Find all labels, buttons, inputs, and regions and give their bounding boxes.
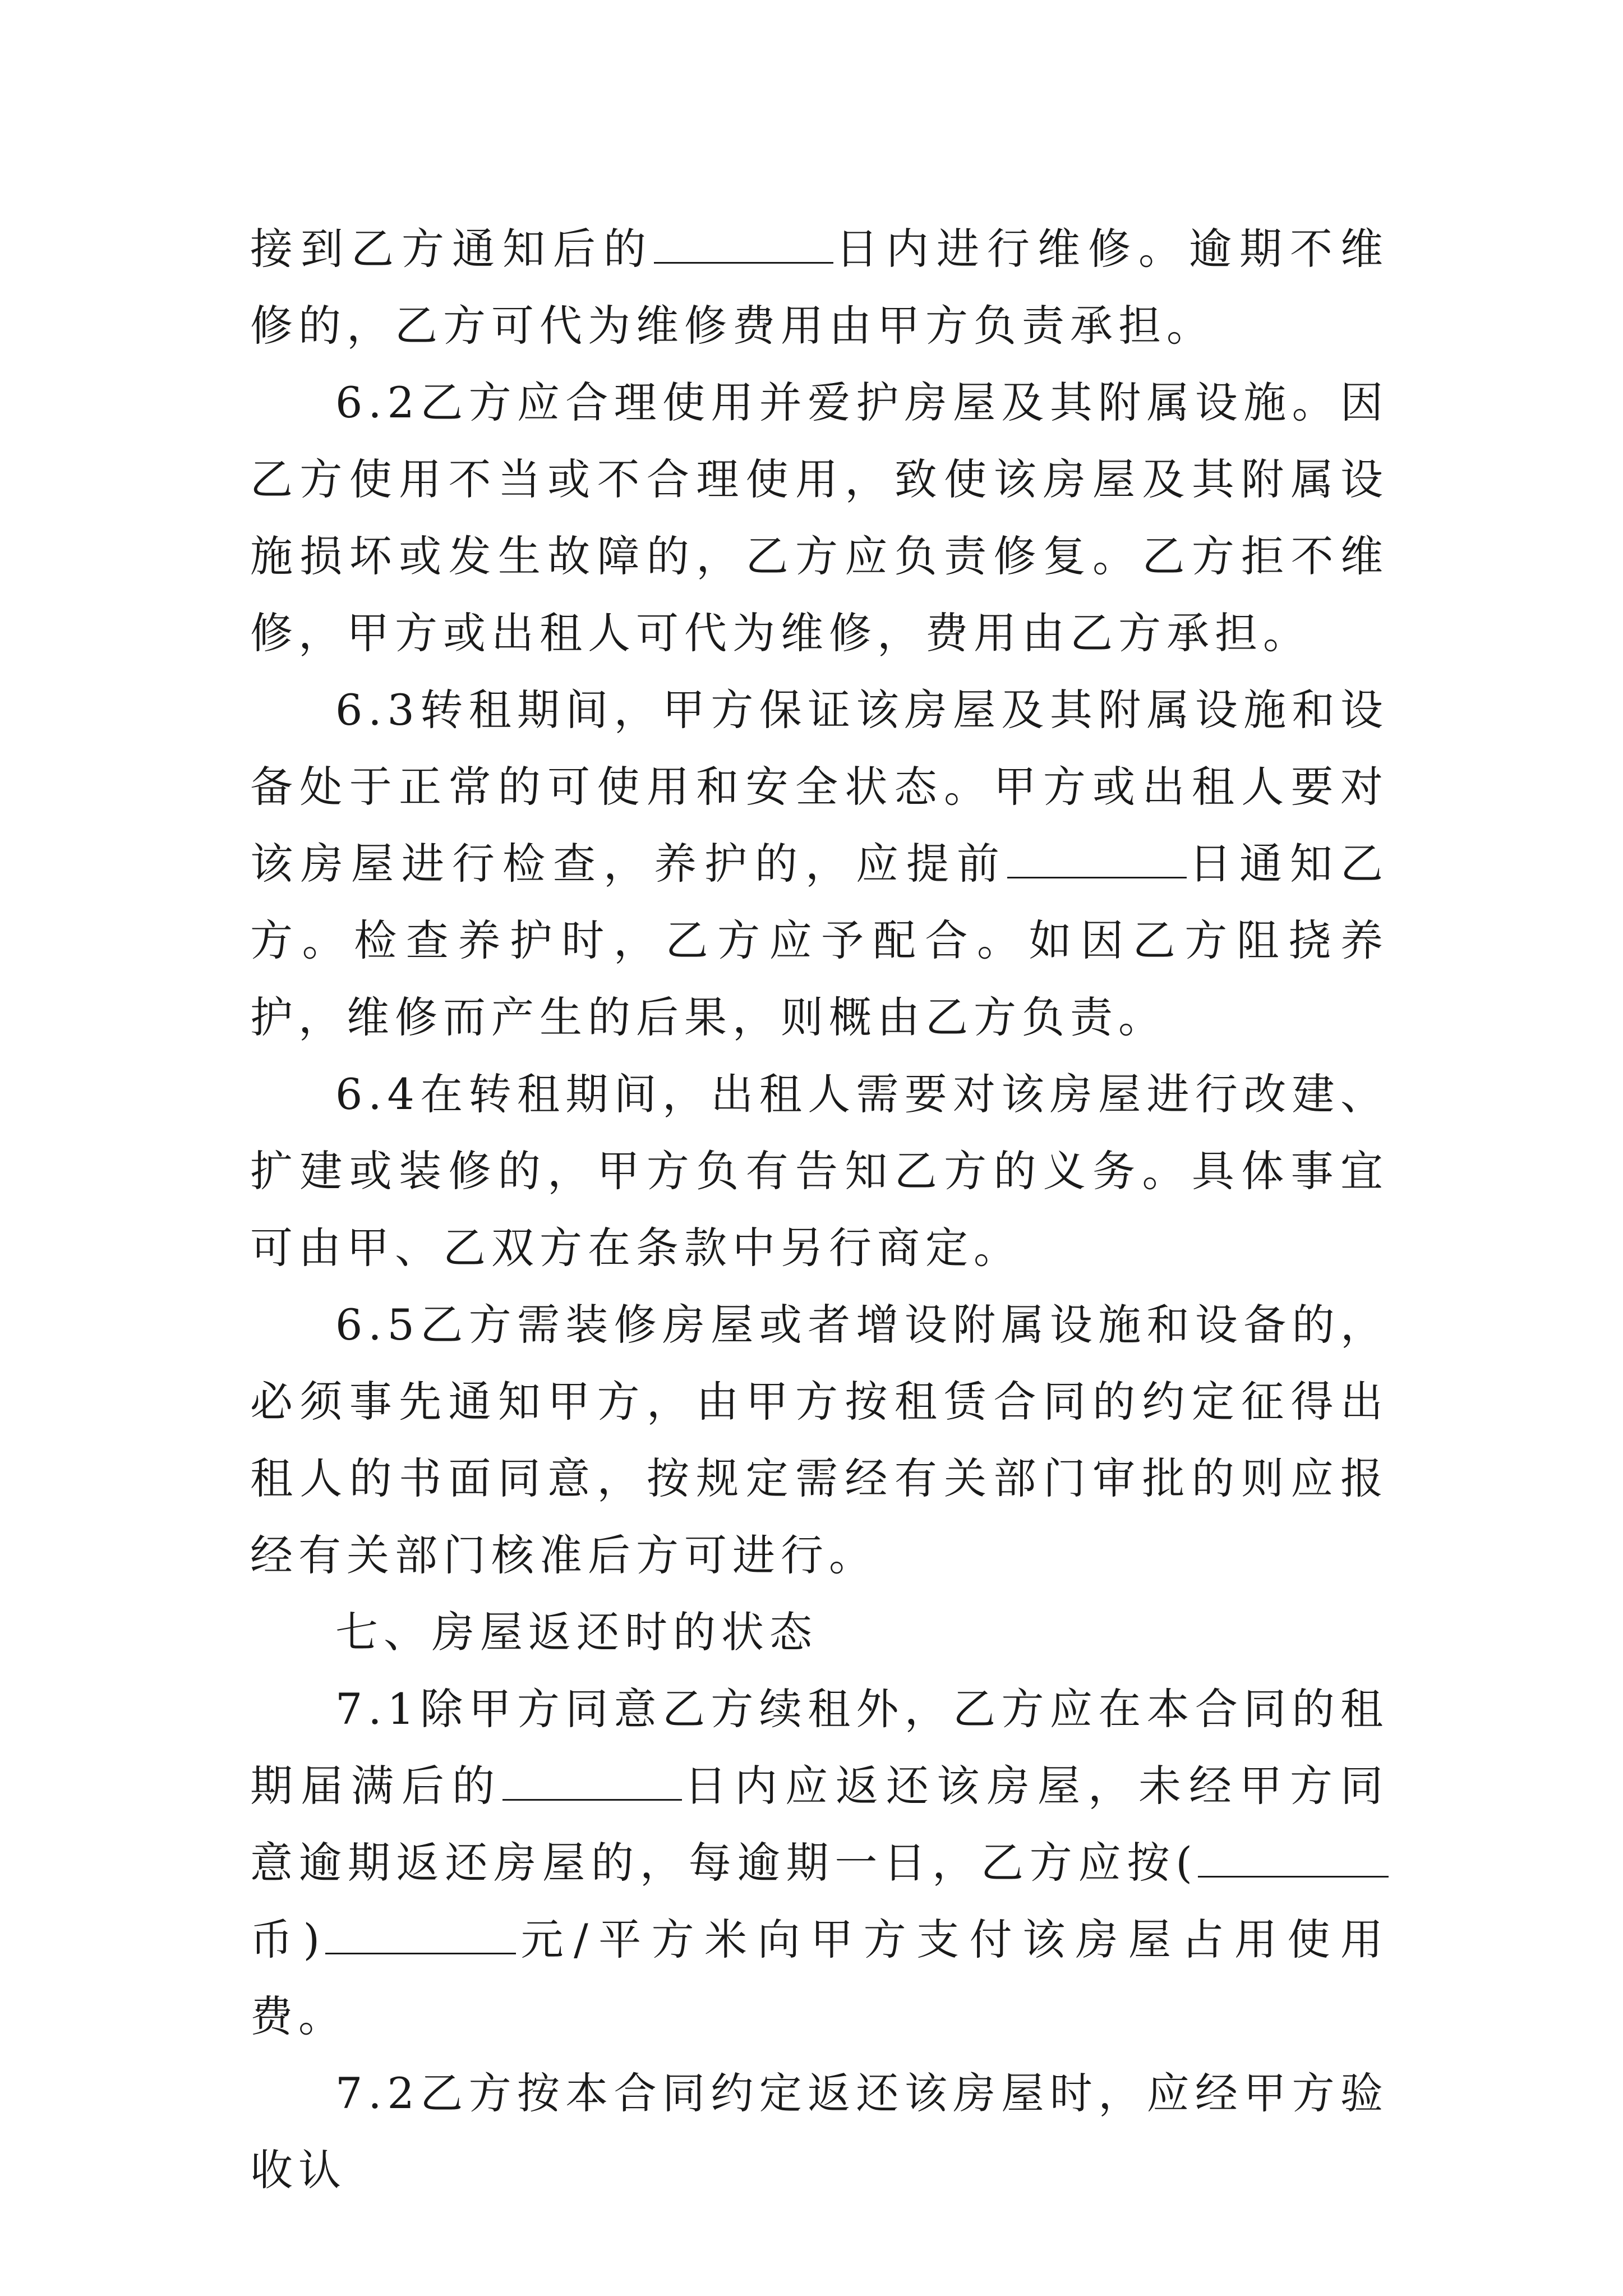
paragraph-6-3 bbox=[250, 671, 1389, 1056]
paragraph-7-1 bbox=[250, 1671, 1389, 2055]
fill-in-blank-amount[interactable] bbox=[325, 1919, 516, 1954]
text-segment: 日通知乙方。检查养护时，乙方应予配合。如因乙方阻挠养护，维修而产生的后果，则概由乙方负责。 bbox=[250, 839, 1389, 1042]
section-heading-7: 七、房屋返还时的状态 bbox=[335, 1607, 818, 1657]
fill-in-blank-currency[interactable] bbox=[1198, 1842, 1389, 1878]
fill-in-blank-notice-days[interactable] bbox=[1007, 843, 1187, 878]
paragraph-6-1-continued bbox=[250, 210, 1389, 364]
document-body bbox=[250, 210, 1389, 2208]
paragraph-6-2: 6.2乙方应合理使用并爱护房屋及其附属设施。因乙方使用不当或不合理使用，致使该房屋及其附属设施损坏或发生故障的，乙方应负责修复。乙方拒不维修，甲方或出租人可代为维修，费用由乙方承担。 bbox=[250, 378, 1389, 658]
paragraph-7-2: 7.2乙方按本合同约定返还该房屋时，应经甲方验收认 bbox=[250, 2068, 1389, 2195]
fill-in-blank-days[interactable] bbox=[654, 228, 833, 264]
paragraph-6-4: 6.4在转租期间，出租人需要对该房屋进行改建、扩建或装修的，甲方负有告知乙方的义务。具体事宜可由甲、乙双方在条款中另行商定。 bbox=[250, 1069, 1389, 1273]
text-segment: 接到乙方通知后的 bbox=[250, 224, 654, 274]
paragraph-6-5: 6.5乙方需装修房屋或者增设附属设施和设备的，必须事先通知甲方，由甲方按租赁合同的约定征得出租人的书面同意，按规定需经有关部门审批的则应报经有关部门核准后方可进行。 bbox=[250, 1300, 1389, 1580]
text-segment: 7.1除甲方同意乙方续租外，乙方应在本合同的租期届满后的 bbox=[250, 1684, 1389, 1811]
text-segment: 币) bbox=[250, 1915, 326, 1964]
text-segment: 6.3转租期间，甲方保证该房屋及其附属设施和设备处于正常的可使用和安全状态。甲方或出租人要对该房屋进行检查，养护的，应提前 bbox=[250, 685, 1389, 889]
text-segment: 元/平方米向甲方支付该房屋占用使用费。 bbox=[250, 1915, 1389, 2041]
text-segment: 日内应返还该房屋，未经甲方同意逾期返还房屋的，每逾期一日，乙方应按( bbox=[250, 1761, 1389, 1888]
text-segment: 日内进行维修。逾期不维修的，乙方可代为维修费用由甲方负责承担。 bbox=[250, 224, 1389, 351]
fill-in-blank-return-days[interactable] bbox=[502, 1765, 682, 1801]
